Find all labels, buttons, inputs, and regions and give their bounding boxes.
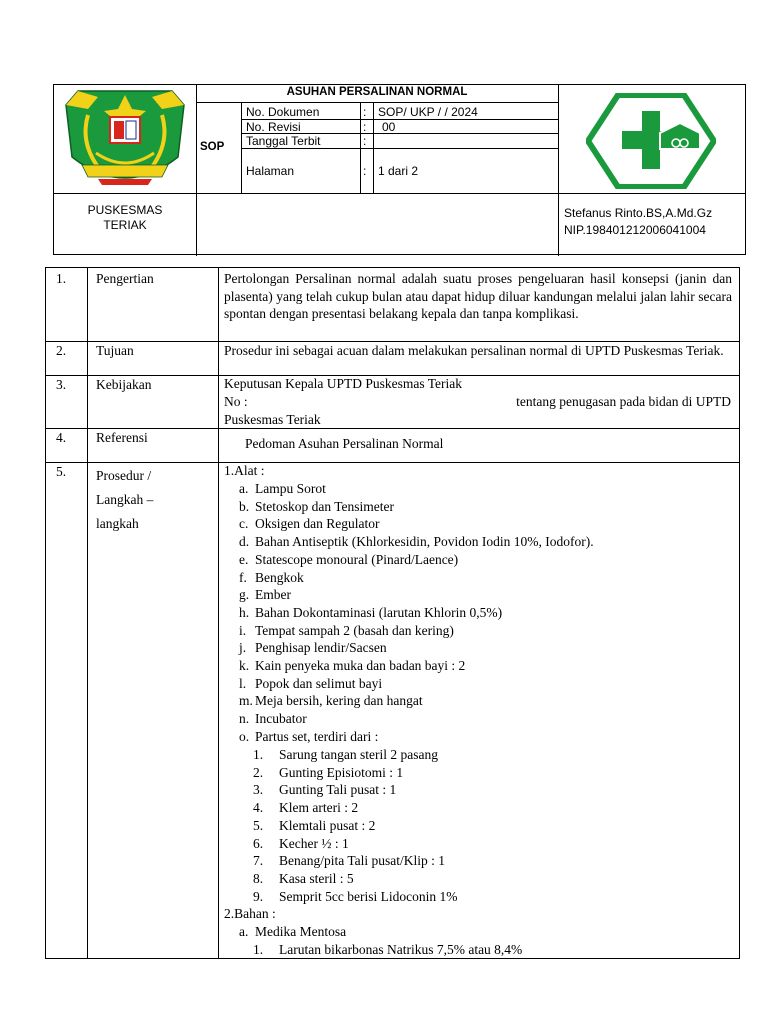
row-content-referensi: Pedoman Asuhan Persalinan Normal: [245, 436, 444, 451]
sop-content-table: [45, 267, 740, 959]
alat-item-marker: b.: [239, 498, 250, 514]
partus-item-text: Kecher ½ : 1: [279, 835, 349, 851]
meta-value-document-number: SOP/ UKP / / 2024: [378, 105, 478, 119]
kebijakan-line-3: Puskesmas Teriak: [224, 412, 321, 427]
partus-item-marker: 1.: [253, 747, 264, 762]
row-number: 4.: [56, 430, 67, 445]
prosedur-label-line: langkah: [96, 516, 139, 531]
alat-item-text: Ember: [255, 587, 291, 603]
partus-item-text: Sarung tangan steril 2 pasang: [279, 747, 438, 762]
partus-item-text: Gunting Tali pusat : 1: [279, 782, 397, 798]
kebijakan-line-2-left: No :: [224, 394, 248, 409]
partus-item-marker: 9.: [253, 888, 264, 904]
alat-item-marker: g.: [239, 587, 250, 603]
partus-item-marker: 7.: [253, 853, 264, 869]
partus-item-text: Klem arteri : 2: [279, 800, 359, 816]
kebijakan-line-1: Keputusan Kepala UPTD Puskesmas Teriak: [224, 376, 463, 391]
prosedur-label-line: Prosedur /: [96, 468, 152, 483]
alat-item-marker: l.: [239, 675, 247, 691]
alat-item-marker: k.: [239, 658, 250, 673]
row-number: 5.: [56, 464, 67, 479]
row-number: 3.: [56, 377, 67, 392]
alat-item-text: Bahan Antiseptik (Khlorkesidin, Povidon Iodin 10%, Iodofor).: [255, 534, 594, 550]
alat-item-text: Incubator: [255, 711, 307, 727]
regency-emblem-logo: [58, 87, 192, 193]
alat-item-marker: c.: [239, 516, 249, 532]
alat-item-marker: f.: [239, 569, 247, 585]
alat-item-text: Statescope monoural (Pinard/Laence): [255, 551, 459, 567]
alat-item-text: Tempat sampah 2 (basah dan kering): [255, 622, 454, 638]
meta-value-revision: 00: [382, 120, 396, 134]
row-label-referensi: Referensi: [96, 430, 148, 445]
alat-item-text: Partus set, terdiri dari :: [255, 728, 379, 744]
partus-item-marker: 4.: [253, 800, 264, 816]
bahan-heading: 2.Bahan :: [224, 906, 276, 921]
signer-name: Stefanus Rinto.BS,A.Md.Gz: [564, 206, 713, 220]
alat-item-marker: n.: [239, 711, 250, 727]
meta-separator: :: [363, 164, 367, 178]
row-content-tujuan: Prosedur ini sebagai acuan dalam melakukan persalinan normal di UPTD Puskesmas Teriak.: [224, 343, 724, 358]
partus-item-marker: 8.: [253, 870, 264, 886]
bahan-a-item-text: Larutan bikarbonas Natrikus 7,5% atau 8,4%: [279, 942, 523, 957]
meta-separator: :: [363, 134, 367, 148]
alat-item-marker: d.: [239, 534, 250, 550]
alat-item-text: Kain penyeka muka dan badan bayi : 2: [255, 658, 466, 673]
partus-item-text: Gunting Episiotomi : 1: [279, 764, 404, 780]
alat-item-text: Stetoskop dan Tensimeter: [255, 498, 395, 514]
sop-label: SOP: [200, 141, 225, 153]
alat-item-text: Meja bersih, kering dan hangat: [255, 693, 423, 709]
partus-item-marker: 3.: [253, 782, 264, 798]
row-content-pengertian: Pertolongan Persalinan normal adalah suatu proses pengeluaran hasil konsepsi (janin dan plasenta) yang telah cukup bulan atau dapat hidup diluar kandungan melalui jalan lahir secara spontan dengan presentasi belakang kepala dan tanpa komplikasi.: [224, 271, 732, 321]
alat-heading: 1.Alat :: [224, 463, 265, 478]
meta-label-revision: No. Revisi: [246, 120, 301, 134]
alat-item-text: Bengkok: [255, 569, 304, 585]
puskesmas-logo: [586, 93, 716, 189]
alat-item-marker: e.: [239, 551, 249, 567]
alat-item-text: Bahan Dokontaminasi (larutan Khlorin 0,5%): [255, 604, 503, 620]
alat-item-marker: j.: [239, 640, 247, 656]
meta-label-page: Halaman: [246, 164, 295, 178]
bahan-a-item-marker: 1.: [253, 942, 264, 957]
alat-item-text: Penghisap lendir/Sacsen: [255, 640, 387, 656]
partus-item-marker: 6.: [253, 835, 264, 851]
partus-item-text: Semprit 5cc berisi Lidoconin 1%: [279, 888, 458, 904]
meta-separator: :: [363, 120, 367, 134]
alat-item-marker: m.: [239, 693, 253, 709]
alat-item-marker: o.: [239, 728, 250, 744]
prosedur-label-line: Langkah –: [96, 492, 154, 507]
meta-label-document-number: No. Dokumen: [246, 105, 320, 119]
bahan-a-text: Medika Mentosa: [255, 924, 347, 939]
sop-header: [53, 84, 746, 255]
alat-item-marker: h.: [239, 604, 250, 620]
partus-item-text: Kasa steril : 5: [279, 870, 354, 886]
row-label-kebijakan: Kebijakan: [96, 377, 152, 392]
row-label-tujuan: Tujuan: [96, 343, 134, 358]
institution-line-1: PUSKESMAS: [87, 203, 163, 217]
meta-separator: :: [363, 105, 367, 119]
alat-item-marker: i.: [239, 622, 247, 638]
partus-item-marker: 2.: [253, 764, 264, 780]
alat-item-text: Lampu Sorot: [255, 481, 326, 496]
kebijakan-line-2-right: tentang penugasan pada bidan di UPTD: [516, 394, 731, 409]
institution-line-2: TERIAK: [103, 218, 147, 232]
row-number: 2.: [56, 343, 67, 358]
row-number: 1.: [56, 271, 67, 286]
signer-nip: NIP.198401212006041004: [564, 223, 706, 237]
signer-block: [564, 205, 712, 239]
institution-name: [54, 203, 196, 233]
bahan-a-marker: a.: [239, 924, 249, 939]
row-label-prosedur: [96, 464, 153, 536]
meta-label-issue-date: Tanggal Terbit: [246, 134, 321, 148]
partus-item-text: Klemtali pusat : 2: [279, 817, 376, 833]
meta-value-page: 1 dari 2: [378, 164, 419, 178]
document-title: ASUHAN PERSALINAN NORMAL: [286, 86, 468, 98]
partus-item-text: Benang/pita Tali pusat/Klip : 1: [279, 853, 446, 869]
row-label-pengertian: Pengertian: [96, 271, 154, 286]
alat-item-text: Popok dan selimut bayi: [255, 675, 383, 691]
partus-item-marker: 5.: [253, 817, 264, 833]
alat-item-text: Oksigen dan Regulator: [255, 516, 380, 532]
alat-item-marker: a.: [239, 481, 249, 496]
